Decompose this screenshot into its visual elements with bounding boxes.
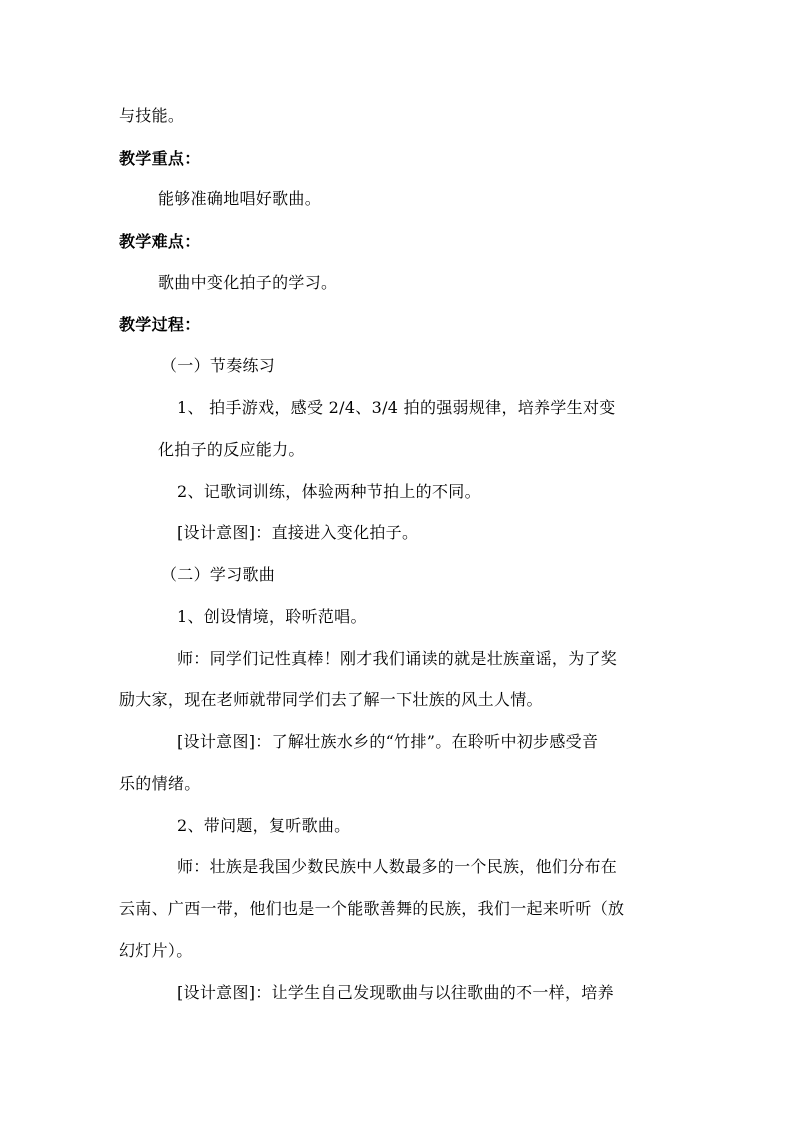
paragraph-line: 能够准确地唱好歌曲。: [158, 189, 322, 208]
subsection-heading: （二）学习歌曲: [161, 565, 276, 584]
list-item: 1、 拍手游戏，感受 2/4、3/4 拍的强弱规律，培养学生对变: [177, 398, 616, 417]
paragraph-line: 师：同学们记性真棒！刚才我们诵读的就是壮族童谣，为了奖: [177, 649, 618, 668]
subsection-heading: （一）节奏练习: [161, 356, 276, 375]
section-heading-process: 教学过程：: [119, 315, 201, 334]
paragraph-line: 化拍子的反应能力。: [158, 440, 305, 459]
design-intent-note: [设计意图]：了解壮族水乡的“竹排”。在聆听中初步感受音: [177, 732, 599, 751]
list-item: 2、带问题，复听歌曲。: [177, 816, 351, 835]
paragraph-line: 歌曲中变化拍子的学习。: [158, 273, 338, 292]
design-intent-note: [设计意图]：直接进入变化拍子。: [177, 523, 419, 542]
paragraph-line: 与技能。: [119, 106, 185, 125]
paragraph-line: 云南、广西一带，他们也是一个能歌善舞的民族，我们一起来听听（放: [119, 899, 625, 918]
section-heading-difficulties: 教学难点：: [119, 232, 201, 251]
paragraph-line: 励大家，现在老师就带同学们去了解一下壮族的风土人情。: [119, 690, 543, 709]
paragraph-line: 幻灯片）。: [119, 941, 193, 960]
list-item: 1、创设情境，聆听范唱。: [177, 607, 367, 626]
paragraph-line: 乐的情绪。: [119, 774, 201, 793]
design-intent-note: [设计意图]：让学生自己发现歌曲与以往歌曲的不一样，培养: [177, 983, 614, 1002]
section-heading-key-points: 教学重点：: [119, 149, 201, 168]
list-item: 2、记歌词训练，体验两种节拍上的不同。: [177, 482, 481, 501]
paragraph-line: 师：壮族是我国少数民族中人数最多的一个民族，他们分布在: [177, 857, 618, 876]
